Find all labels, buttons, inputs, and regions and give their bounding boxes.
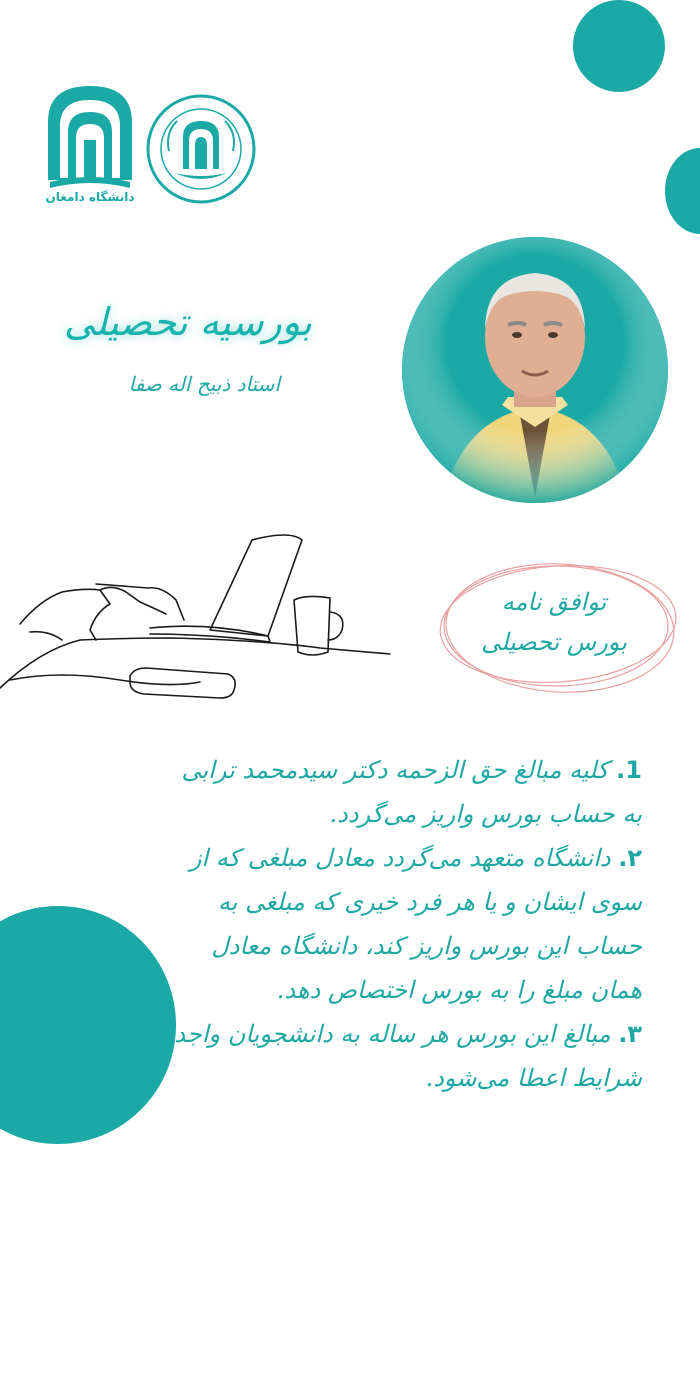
term-number: ۲. [618,844,642,872]
page-subtitle: استاد ذبیح اله صفا [128,372,280,396]
charity-seal-logo [145,93,257,205]
term-item [172,748,642,836]
term-number: 1. [616,756,642,784]
page-title: بورسیه تحصیلی [63,300,312,344]
terms-list [172,748,642,1100]
term-item [172,1012,642,1100]
agreement-title-line1: توافق نامه [501,588,607,616]
term-item [172,836,642,1012]
portrait-photo [402,237,668,503]
agreement-badge [430,560,700,695]
laptop-desk-sketch [0,530,400,710]
agreement-title-line2: بورس تحصیلی [481,628,627,656]
university-name: دانشگاه دامغان [45,190,135,204]
university-logo [44,82,136,212]
decor-circle-right-edge [665,148,700,234]
term-text: دانشگاه متعهد می‌گردد معادل مبلغی که از سوی ایشان و یا هر فرد خیری که مبلغی به حساب این بورس واریز کند، دانشگاه معادل همان مبلغ را به بورس اختصاص دهد. [189,844,642,1004]
term-text: مبالغ این بورس هر ساله به دانشجویان واجد شرایط اعطا می‌شود. [174,1020,642,1092]
term-text: کلیه مبالغ حق الزحمه دکتر سیدمحمد ترابی به حساب بورس واریز می‌گردد. [181,756,642,828]
decor-circle-left [0,906,176,1144]
term-number: ۳. [618,1020,642,1048]
decor-circle-top-right [573,0,665,92]
